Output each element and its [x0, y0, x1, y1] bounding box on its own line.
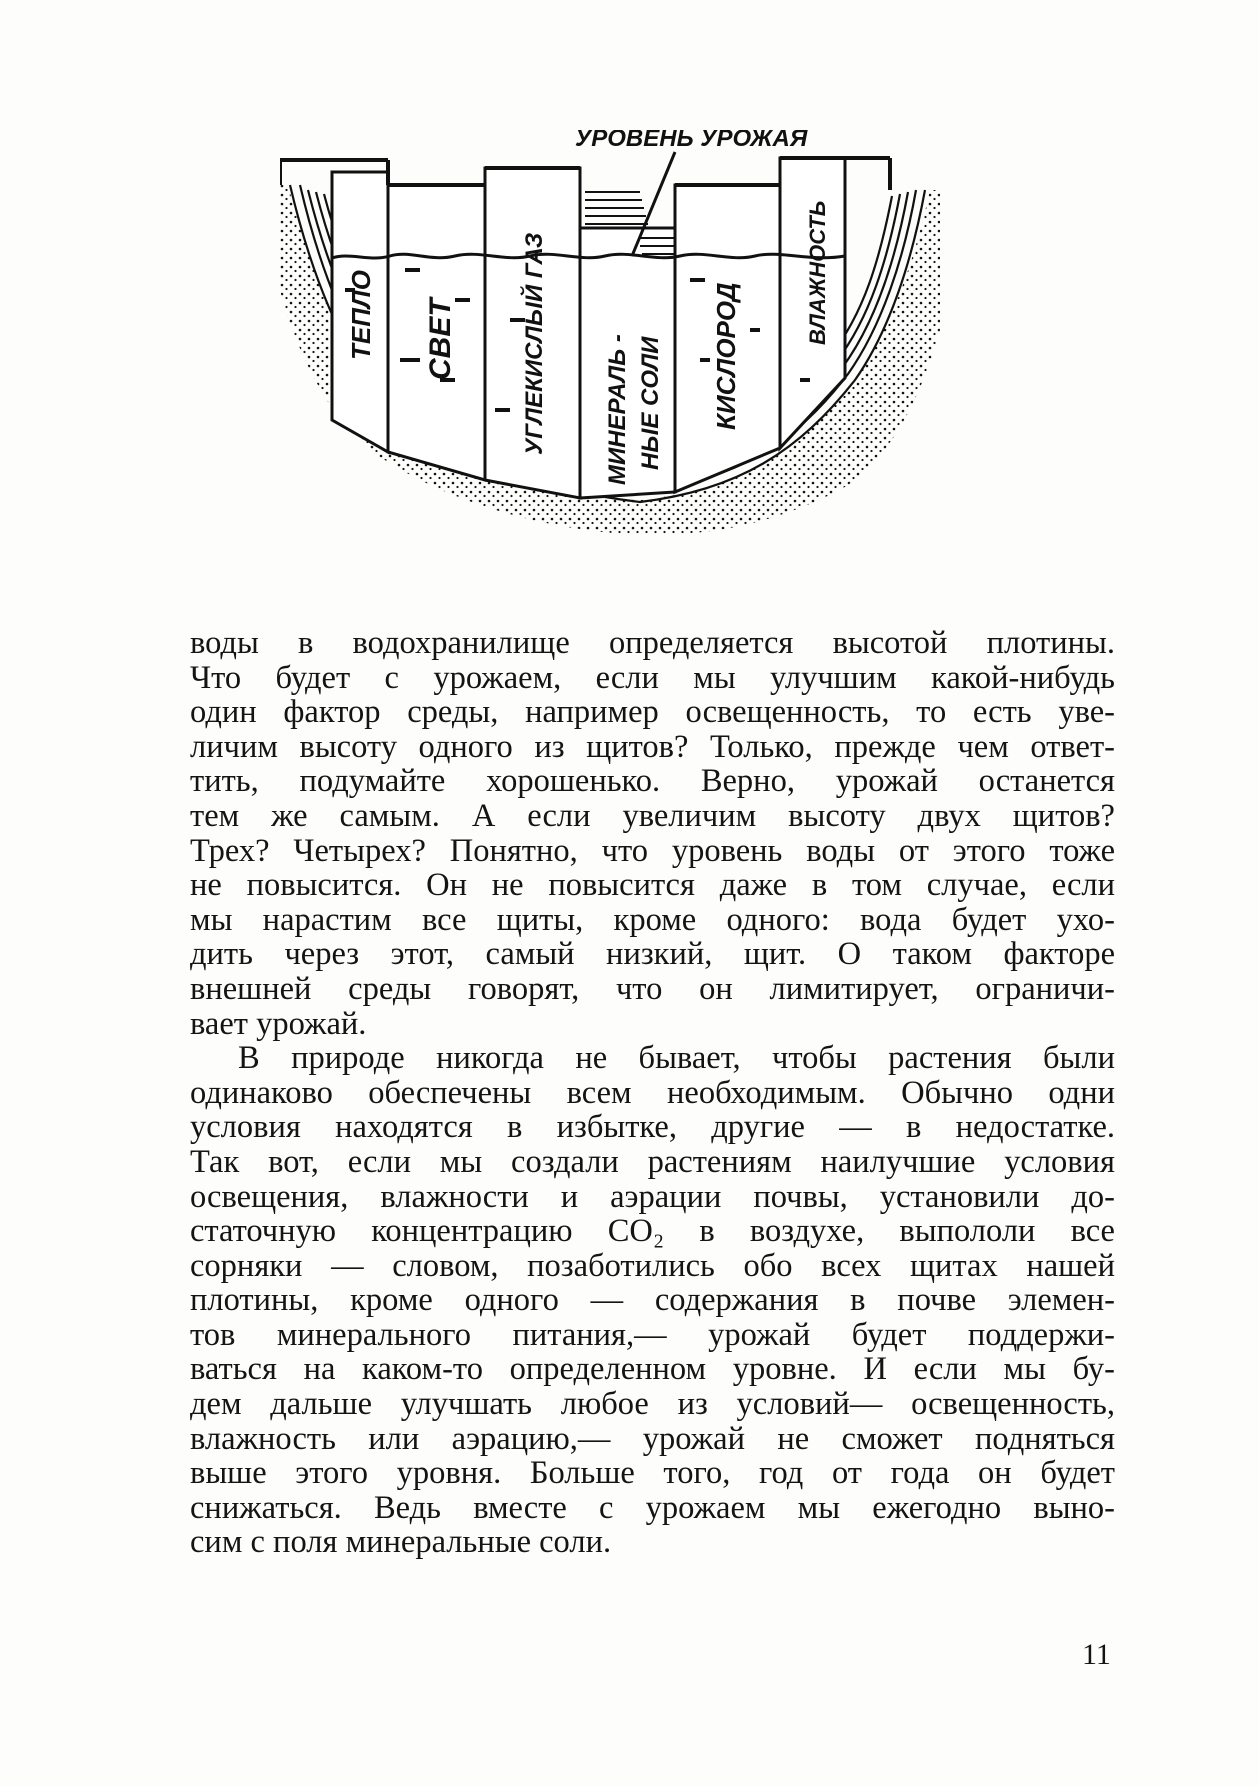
stave-label-light: СВЕТ: [424, 298, 457, 380]
text-line: вает урожай.: [190, 1005, 367, 1042]
stave-label-minerals-2: НЫЕ СОЛИ: [637, 336, 664, 470]
text-line: мы нарастим все щиты, кроме одного: вода будет ухо-: [190, 901, 1115, 938]
text-line: сим с поля минеральные соли.: [190, 1524, 612, 1561]
page-number: 11: [1082, 1638, 1111, 1671]
text-line: тем же самым. А если увеличим высоту двух щитов?: [190, 797, 1115, 834]
text-line: снижаться. Ведь вместе с урожаем мы ежегодно выно-: [190, 1489, 1115, 1526]
text-line: плотины, кроме одного — содержания в почве элемен-: [190, 1282, 1115, 1319]
text-line: дем дальше улучшать любое из условий— освещенность,: [190, 1386, 1115, 1423]
text-line: сорняки — словом, позаботились обо всех щитах нашей: [190, 1247, 1115, 1284]
text-line: дить через этот, самый низкий, щит. О таком факторе: [190, 936, 1115, 973]
text-line: выше этого уровня. Больше того, год от года он будет: [190, 1455, 1115, 1492]
dam-barrel-illustration: [280, 130, 1040, 570]
text-line: внешней среды говорят, что он лимитирует, ограничи-: [190, 970, 1115, 1007]
text-line: не повысится. Он не повысится даже в том случае, если: [190, 867, 1115, 904]
dam-barrel-svg: [280, 130, 1040, 570]
stave-label-minerals-1: МИНЕРАЛЬ -: [604, 334, 631, 485]
text-line: условия находятся в избытке, другие — в недостатке.: [190, 1109, 1115, 1146]
stave-label-oxygen: КИСЛОРОД: [711, 282, 741, 430]
stave-label-humidity: ВЛАЖНОСТЬ: [805, 200, 830, 345]
text-line: Что будет с урожаем, если мы улучшим какой-нибудь: [190, 659, 1115, 696]
stave-label-co2: УГЛЕКИСЛЫЙ ГАЗ: [521, 232, 548, 455]
text-line: один фактор среды, например освещенность, то есть уве-: [190, 694, 1115, 731]
text-line: статочную концентрацию CO₂ в воздухе, выпололи все: [190, 1213, 1115, 1250]
text-line: влажность или аэрацию,— урожай не сможет подняться: [190, 1420, 1115, 1457]
text-line: В природе никогда не бывает, чтобы растения были: [238, 1040, 1115, 1077]
text-line: личим высоту одного из щитов? Только, прежде чем ответ-: [190, 728, 1115, 765]
text-line: воды в водохранилище определяется высотой плотины.: [190, 625, 1115, 661]
text-line: ваться на каком-то определенном уровне. И если мы бу-: [190, 1351, 1115, 1388]
text-line: тов минерального питания,— урожай будет поддержи-: [190, 1316, 1115, 1353]
text-line: одинаково обеспечены всем необходимым. Обычно одни: [190, 1074, 1115, 1111]
text-line: освещения, влажности и аэрации почвы, установили до-: [190, 1178, 1115, 1215]
text-line: Так вот, если мы создали растениям наилучшие условия: [190, 1143, 1115, 1180]
body-text: [190, 626, 1115, 1560]
text-line: тить, подумайте хорошенько. Верно, урожай останется: [190, 763, 1115, 800]
stave-label-heat: ТЕПЛО: [346, 269, 376, 360]
text-line: Трех? Четырех? Понятно, что уровень воды от этого тоже: [190, 832, 1115, 869]
crop-level-caption: УРОВЕНЬ УРОЖАЯ: [575, 130, 808, 152]
